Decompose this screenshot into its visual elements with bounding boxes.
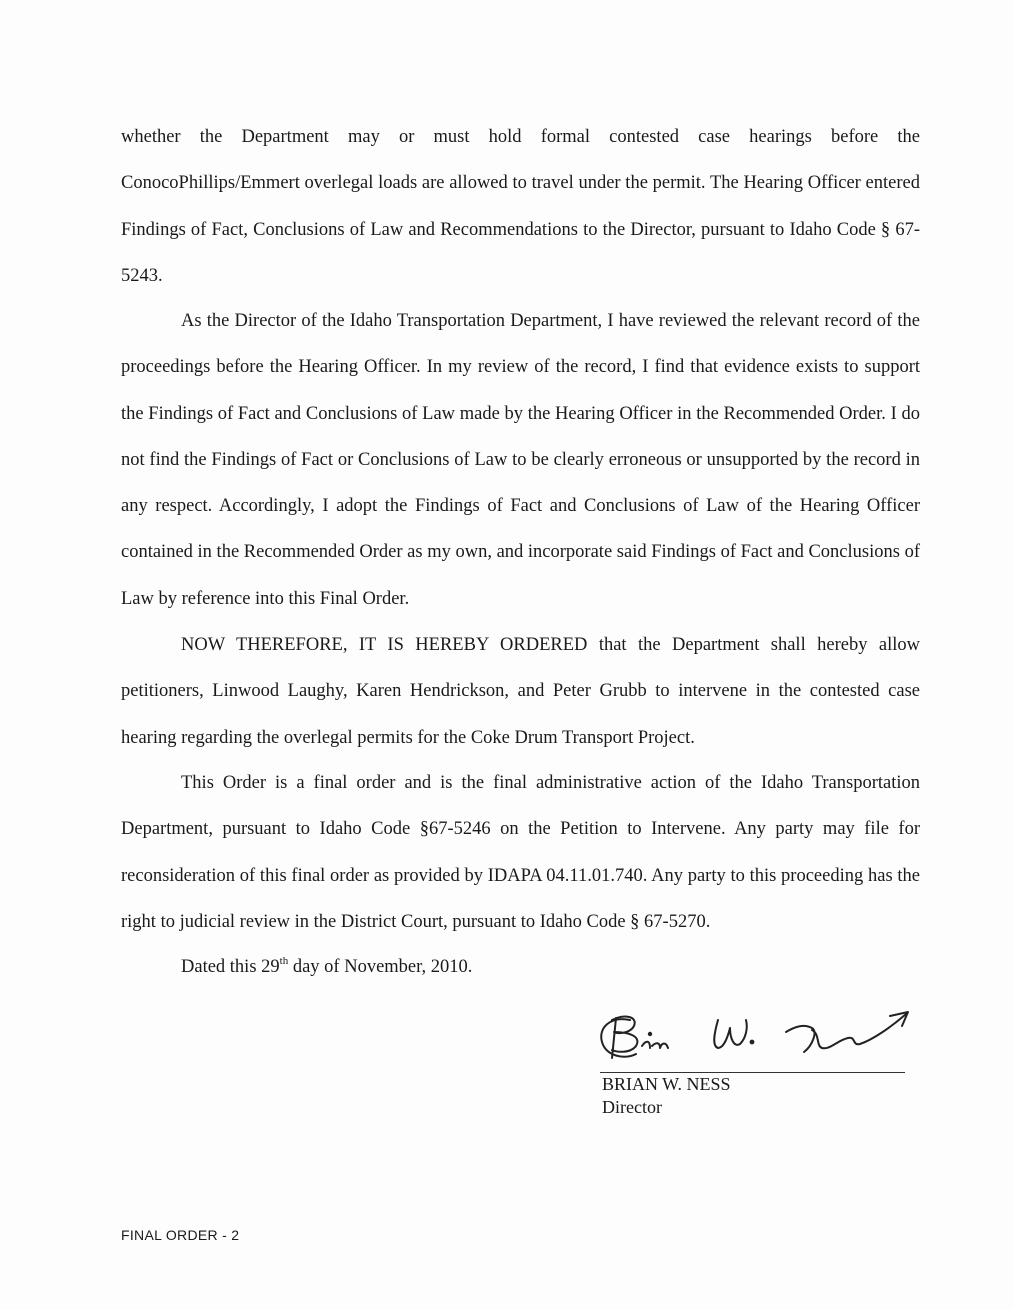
- signature-block: [590, 990, 910, 1120]
- signer-title: Director: [602, 1097, 662, 1117]
- paragraph-director-review: As the Director of the Idaho Transportation Department, I have reviewed the relevant record of the proceedings before the Hearing Officer. In my review of the record, I find that evidence exists to support the Findings of Fact and Conclusions of Law made by the Hearing Officer in the Recommended Order. I do not find the Findings of Fact or Conclusions of Law to be clearly erroneous or unsupported by the record in any respect. Accordingly, I adopt the Findings of Fact and Conclusions of Law of the Hearing Officer contained in the Recommended Order as my own, and incorporate said Findings of Fact and Conclusions of Law by reference into this Final Order.: [121, 311, 920, 609]
- paragraph-order: NOW THEREFORE, IT IS HEREBY ORDERED that the Department shall hereby allow petitioners, Linwood Laughy, Karen Hendrickson, and Peter Grubb to intervene in the contested case hearing regarding the overlegal permits for the Coke Drum Transport Project.: [121, 635, 920, 748]
- paragraph-final-order-notice: This Order is a final order and is the final administrative action of the Idaho Transportation Department, pursuant to Idaho Code §67-5246 on the Petition to Intervene. Any party may file for reconsideration of this final order as provided by IDAPA 04.11.01.740. Any party to this proceeding has the right to judicial review in the District Court, pursuant to Idaho Code § 67-5270.: [121, 773, 920, 932]
- dated-line: [181, 944, 472, 990]
- page-footer: FINAL ORDER - 2: [121, 1227, 240, 1243]
- dated-suffix: day of November, 2010.: [288, 957, 473, 977]
- paragraph-continuation: whether the Department may or must hold formal contested case hearings before the ConocoPhillips/Emmert overlegal loads are allowed to travel under the permit. The Hearing Officer entered Findings of Fact, Conclusions of Law and Recommendations to the Director, pursuant to Idaho Code § 67-5243.: [121, 127, 920, 286]
- handwritten-signature: [590, 990, 910, 1080]
- dated-superscript: th: [279, 955, 289, 967]
- dated-prefix: Dated this 29: [181, 957, 280, 977]
- signer-name: BRIAN W. NESS: [602, 1074, 731, 1094]
